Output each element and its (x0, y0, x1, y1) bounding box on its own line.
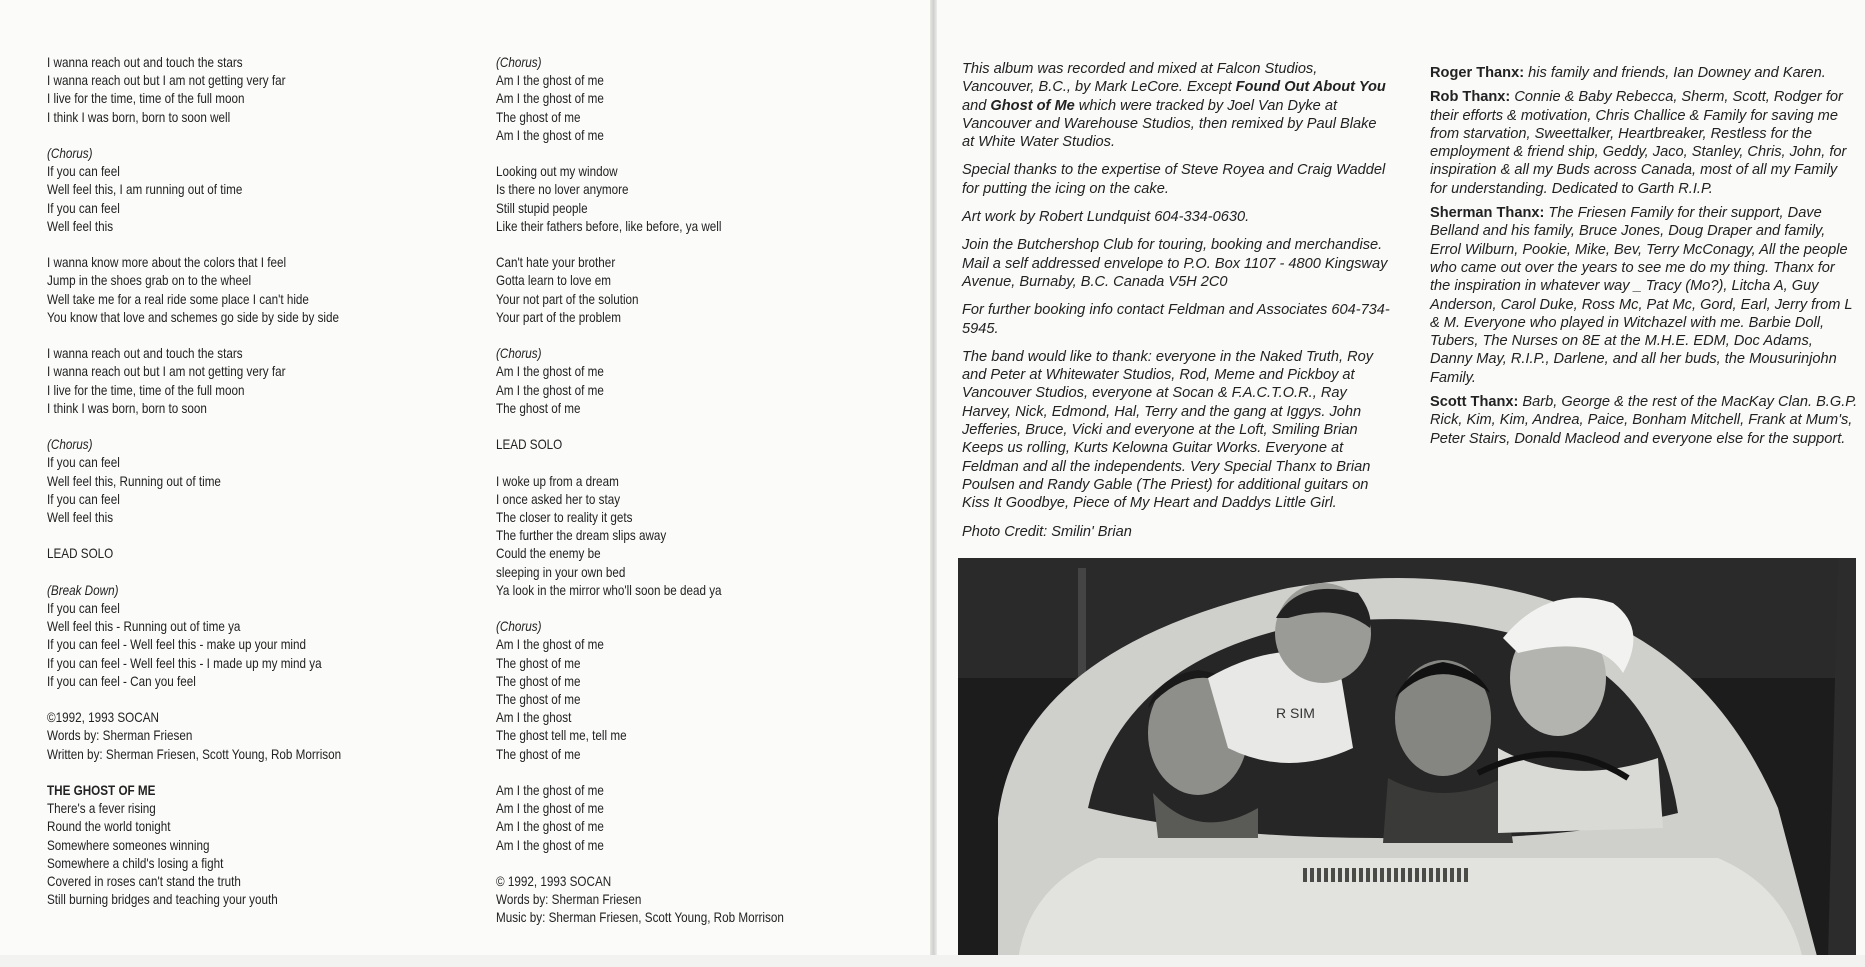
thanks-name: Sherman Thanx: (1430, 205, 1545, 222)
thanks-body: his family and friends, Ian Downey and Karen. (1524, 65, 1826, 81)
shirt-text: R SIM (1276, 705, 1315, 721)
lyric-line: I wanna reach out and touch the stars (47, 55, 243, 70)
stanza-gap (47, 691, 408, 709)
lyric-line: © 1992, 1993 SOCAN (496, 874, 612, 890)
lyric-line: Words by: Sherman Friesen (47, 728, 193, 744)
lyric-line: The ghost tell me, tell me (496, 728, 627, 744)
lyric-line: Am I the ghost of me (496, 382, 604, 398)
lyric-line: Well feel this, I am running out of time (47, 182, 243, 198)
lyric-line: Could the enemy be (496, 546, 601, 562)
lyric-line: You know that love and schemes go side by side by side (47, 309, 340, 325)
lyric-line: If you can feel - Can you feel (47, 673, 196, 689)
lyric-line: Am I the ghost of me (496, 819, 604, 835)
lyric-line: Covered in roses can't stand the truth (47, 874, 241, 890)
lyric-line: Am I the ghost of me (496, 127, 604, 143)
stanza-gap (496, 418, 857, 436)
thanks-body: The Friesen Family for their support, Dave Belland and his family, Bruce Jones, Doug Draper and family, Errol Wilburn, Pookie, Mike, Bev, Terry McConagy, All the people who came out over the years to see me do my thing. Thanx for the inspiration in whatever way _ Tracy (Mo?), Litcha A, Guy Anderson, Carol Duke, Ross Mc, Pat Mc, Gord, Earl, Jerry from L & M. Everyone who played in Witchazel with me. Barbie Doll, Tubers, The Nurses on 8E at the M.H.E. EDM, Doc Adams, Danny May, R.I.P., Darlene, and all her buds, the Mousurinjohn Family. (1430, 205, 1853, 386)
lyric-line: Am I the ghost of me (496, 801, 604, 817)
thanks-paragraph (1430, 64, 1858, 82)
lyric-line: If you can feel - Well feel this - I made up my mind ya (47, 655, 322, 671)
band-thanks: The band would like to thank: everyone in the Naked Truth, Roy and Peter at Whitewater Studios, Rod, Meme and Pickboy at Vancouver Studios, everyone at Socan & F.A.C.T.O.R., Ray Harvey, Nick, Edmond, Hal, Terry and the gang at Iggys. John Jefferies, Bruce, Vicki and everyone at the Loft, Smiling Brian Keeps us rolling, Kurts Kelowna Guitar Works. Everyone at Feldman and all the independents. Very Special Thanx to Brian Poulsen and Randy Gable (The Priest) for additional guitars on Kiss It Goodbye, Piece of My Heart and Daddys Little Girl. (962, 348, 1374, 512)
lyric-line: The ghost of me (496, 109, 581, 125)
lyric-line: Still stupid people (496, 200, 588, 216)
stanza-gap (496, 855, 857, 873)
lyric-line: The ghost of me (496, 673, 581, 689)
lyric-line: LEAD SOLO (47, 546, 114, 562)
lyric-line: ©1992, 1993 SOCAN (47, 710, 159, 726)
lyric-line: Your not part of the solution (496, 291, 639, 307)
lyric-line: The ghost of me (496, 746, 581, 762)
page-bottom-edge (0, 955, 1865, 967)
band-in-car-photo (958, 558, 1856, 960)
lyric-line: Somewhere a child's losing a fight (47, 855, 224, 871)
lyric-line: The further the dream slips away (496, 528, 667, 544)
lyric-line: If you can feel (47, 455, 120, 471)
special-thanks: Special thanks to the expertise of Steve Royea and Craig Waddel for putting the icing on the cake. (962, 162, 1386, 197)
lyric-line: Well take me for a real ride some place I can't hide (47, 291, 309, 307)
lyric-line: Round the world tonight (47, 819, 171, 835)
lyric-line: I wanna reach out but I am not getting very far (47, 73, 286, 89)
song-title-ghost-of-me: Ghost of Me (990, 97, 1075, 114)
thanks-paragraph (1430, 88, 1858, 198)
lyric-line: Well feel this, Running out of time (47, 473, 221, 489)
thanks-name: Roger Thanx: (1430, 65, 1525, 81)
lyric-line: Somewhere someones winning (47, 837, 210, 853)
lyric-line: Still burning bridges and teaching your youth (47, 892, 278, 908)
fan-club-info: Join the Butchershop Club for touring, booking and merchandise. Mail a self addressed envelope to P.O. Box 1107 - 4800 Kingsway Avenue, Burnaby, B.C. Canada V5H 2C0 (962, 237, 1388, 290)
lyric-line: (Chorus) (496, 346, 542, 362)
lyric-line: sleeping in your own bed (496, 564, 626, 580)
stanza-gap (47, 127, 408, 145)
lyric-line: The ghost of me (496, 692, 581, 708)
lyric-line: Am I the ghost (496, 710, 572, 726)
lyric-line: Gotta learn to love em (496, 273, 612, 289)
lyric-line: Like their fathers before, like before, ya well (496, 218, 722, 234)
thanks-paragraph (1430, 204, 1858, 387)
thanks-body: Barb, George & the rest of the MacKay Clan. B.G.P. Rick, Kim, Kim, Andrea, Paice, Bonham Mitchell, Frank at Mum's, Peter Stairs, Donald Macleod and everyone else for the support. (1430, 394, 1858, 447)
lyric-line: Jump in the shoes grab on to the wheel (47, 273, 252, 289)
stanza-gap (496, 236, 857, 254)
stanza-gap (496, 327, 857, 345)
stanza-gap (496, 454, 857, 472)
lyric-line: Well feel this - Running out of time ya (47, 619, 241, 635)
stanza-gap (47, 527, 408, 545)
booking-info: For further booking info contact Feldman and Associates 604-734-5945. (962, 302, 1390, 337)
booklet-fold (930, 0, 937, 967)
lyric-line: (Chorus) (47, 146, 93, 161)
lyric-line: If you can feel (47, 164, 120, 180)
lyric-line: Am I the ghost of me (496, 364, 604, 380)
lyric-line: The closer to reality it gets (496, 510, 633, 525)
lyric-line: Is there no lover anymore (496, 182, 629, 198)
stanza-gap (496, 145, 857, 163)
lyric-line: I wanna know more about the colors that I feel (47, 255, 287, 271)
lyric-line: I live for the time, time of the full moon (47, 91, 245, 107)
stanza-gap (47, 564, 408, 582)
lyric-line: If you can feel (47, 200, 120, 216)
stanza-gap (47, 236, 408, 254)
stanza-gap (496, 764, 857, 782)
lyric-line: I think I was born, born to soon well (47, 109, 231, 125)
lyric-line: Your part of the problem (496, 309, 621, 325)
stanza-gap (496, 600, 857, 618)
lyric-line: Am I the ghost of me (496, 73, 604, 89)
lyric-line: Words by: Sherman Friesen (496, 892, 642, 908)
stanza-gap (47, 418, 408, 436)
credits-block (962, 60, 1392, 551)
lyric-line: Well feel this (47, 218, 114, 234)
lyric-line: If you can feel - Well feel this - make up your mind (47, 637, 307, 653)
member-thanks (1430, 64, 1858, 454)
stanza-gap (47, 327, 408, 345)
thanks-name: Rob Thanx: (1430, 89, 1511, 106)
lyric-line: Looking out my window (496, 164, 618, 180)
lyric-line: I wanna reach out and touch the stars (47, 346, 243, 362)
thanks-name: Scott Thanx: (1430, 394, 1519, 411)
lyric-line: I woke up from a dream (496, 473, 619, 489)
lyric-line: Am I the ghost of me (496, 91, 604, 107)
lyric-line: (Chorus) (496, 55, 542, 70)
lyric-line: (Break Down) (47, 582, 119, 598)
lyric-line: I live for the time, time of the full moon (47, 382, 245, 398)
song-title-found-out-about-you: Found Out About You (1235, 79, 1386, 96)
lyric-line: Am I the ghost of me (496, 783, 604, 799)
lyric-line: If you can feel (47, 491, 120, 507)
lyric-line: (Chorus) (47, 437, 93, 453)
recording-credits: This album was recorded and mixed at Falcon Studios, Vancouver, B.C., by Mark LeCore. Except Found Out About You and Ghost of Me which were tracked by Joel Van Dyke at Vancouver and Warehouse Studios, then remixed by Paul Blake at White Water Studios. (962, 61, 1386, 151)
lyric-line: The ghost of me (496, 655, 581, 671)
lyric-line: Well feel this (47, 510, 114, 526)
thanks-body: Connie & Baby Rebecca, Sherm, Scott, Rodger for their efforts & motivation, Chris Challice & Family for saving me from starvation, Sweettalker, Heartbreaker, Restless for the employment & friend ship, Geddy, Jaco, Stanley, Chris, John, for inspiration & all my Buds across Canada, most of all my Family for understanding. Dedicated to Garth R.I.P. (1430, 89, 1847, 197)
lyric-line: LEAD SOLO (496, 437, 563, 453)
lyric-line: I once asked her to stay (496, 491, 621, 507)
thanks-paragraph (1430, 393, 1858, 448)
lyric-line: Music by: Sherman Friesen, Scott Young, Rob Morrison (496, 910, 784, 926)
lyric-line: (Chorus) (496, 619, 542, 635)
lyric-line: Am I the ghost of me (496, 837, 604, 853)
lyric-line: I wanna reach out but I am not getting very far (47, 364, 286, 380)
lyric-line: Can't hate your brother (496, 255, 616, 271)
lyric-line: There's a fever rising (47, 801, 156, 817)
lyric-line: I think I was born, born to soon (47, 400, 207, 416)
song-title: THE GHOST OF ME (47, 783, 156, 798)
lyrics-column-right (496, 54, 857, 928)
lyric-line: The ghost of me (496, 400, 581, 416)
band-photo (958, 558, 1856, 960)
lyric-line: Am I the ghost of me (496, 637, 604, 653)
lyric-line: Written by: Sherman Friesen, Scott Young, Rob Morrison (47, 746, 342, 762)
artwork-credit: Art work by Robert Lundquist 604-334-0630. (962, 209, 1250, 226)
stanza-gap (47, 764, 408, 782)
lyric-line: Ya look in the mirror who'll soon be dead ya (496, 582, 722, 598)
lyrics-column-left (47, 54, 408, 909)
lyric-line: If you can feel (47, 601, 120, 616)
photo-credit: Photo Credit: Smilin' Brian (962, 523, 1132, 540)
